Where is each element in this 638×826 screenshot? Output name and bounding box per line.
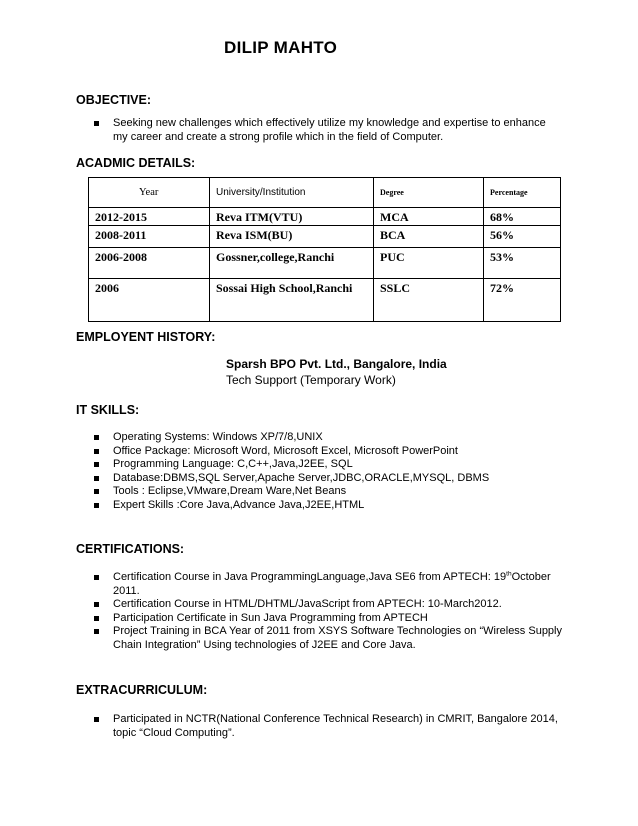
- table-cell: SSLC: [374, 279, 484, 322]
- bullet-icon: [94, 575, 99, 580]
- table-cell: Sossai High School,Ranchi: [210, 279, 374, 322]
- extracurricular-heading: EXTRACURRICULUM:: [76, 683, 208, 697]
- list-item: Tools : Eclipse,VMware,Dream Ware,Net Beans: [92, 485, 592, 499]
- table-row: [89, 279, 561, 322]
- employment-heading: EMPLOYENT HISTORY:: [76, 330, 216, 344]
- table-cell: PUC: [374, 248, 484, 279]
- list-item: Project Training in BCA Year of 2011 from XSYS Software Technologies on “Wireless Supply Chain Integration” Using technologies of J2EE and Core Java.: [92, 625, 562, 652]
- bullet-icon: [94, 616, 99, 621]
- bullet-icon: [94, 602, 99, 607]
- table-header-row: [89, 178, 561, 208]
- employment-role: Tech Support (Temporary Work): [226, 373, 396, 387]
- bullet-icon: [94, 449, 99, 454]
- table-cell: 2006-2008: [89, 248, 210, 279]
- list-item: Programming Language: C,C++,Java,J2EE, SQL: [92, 458, 592, 472]
- bullet-icon: [94, 629, 99, 634]
- list-item: Expert Skills :Core Java,Advance Java,J2EE,HTML: [92, 499, 592, 513]
- table-cell: 68%: [484, 208, 561, 226]
- column-header: University/Institution: [210, 178, 374, 208]
- table-row: [89, 248, 561, 279]
- bullet-icon: [94, 717, 99, 722]
- list-item: Certification Course in Java ProgrammingLanguage,Java SE6 from APTECH: 19thOctober 2011.: [92, 571, 562, 598]
- table-cell: Reva ISM(BU): [210, 226, 374, 248]
- table-cell: 53%: [484, 248, 561, 279]
- bullet-icon: [94, 503, 99, 508]
- table-cell: 2012-2015: [89, 208, 210, 226]
- skills-heading: IT SKILLS:: [76, 403, 140, 417]
- list-item: Participation Certificate in Sun Java Programming from APTECH: [92, 612, 562, 626]
- bullet-icon: [94, 121, 99, 126]
- employer-name: Sparsh BPO Pvt. Ltd., Bangalore, India: [226, 357, 447, 371]
- skills-list: [92, 431, 592, 513]
- list-item: Participated in NCTR(National Conference Technical Research) in CMRIT, Bangalore 2014, topic “Cloud Computing”.: [92, 713, 562, 740]
- table-cell: Reva ITM(VTU): [210, 208, 374, 226]
- bullet-icon: [94, 462, 99, 467]
- certifications-heading: CERTIFICATIONS:: [76, 542, 185, 556]
- table-cell: MCA: [374, 208, 484, 226]
- table-row: [89, 208, 561, 226]
- list-item: Office Package: Microsoft Word, Microsoft Excel, Microsoft PowerPoint: [92, 445, 592, 459]
- list-item: Operating Systems: Windows XP/7/8,UNIX: [92, 431, 592, 445]
- objective-heading: OBJECTIVE:: [76, 93, 152, 107]
- column-header: Degree: [374, 178, 484, 208]
- table-cell: 56%: [484, 226, 561, 248]
- list-item: Seeking new challenges which effectively utilize my knowledge and expertise to enhance my career and create a strong profile which in the field of Computer.: [92, 117, 562, 144]
- column-header: Year: [89, 178, 210, 208]
- list-item: Database:DBMS,SQL Server,Apache Server,JDBC,ORACLE,MYSQL, DBMS: [92, 472, 592, 486]
- extracurricular-list: [92, 713, 562, 740]
- table-cell: 2006: [89, 279, 210, 322]
- table-cell: BCA: [374, 226, 484, 248]
- candidate-name: DILIP MAHTO: [224, 38, 338, 57]
- table-row: [89, 226, 561, 248]
- academic-heading: ACADMIC DETAILS:: [76, 156, 196, 170]
- table-cell: 2008-2011: [89, 226, 210, 248]
- bullet-icon: [94, 476, 99, 481]
- table-cell: Gossner,college,Ranchi: [210, 248, 374, 279]
- column-header: Percentage: [484, 178, 561, 208]
- table-cell: 72%: [484, 279, 561, 322]
- list-item: Certification Course in HTML/DHTML/JavaScript from APTECH: 10-March2012.: [92, 598, 562, 612]
- objective-list: [92, 117, 562, 144]
- academic-table: [88, 177, 561, 322]
- certifications-list: [92, 571, 562, 653]
- bullet-icon: [94, 489, 99, 494]
- bullet-icon: [94, 435, 99, 440]
